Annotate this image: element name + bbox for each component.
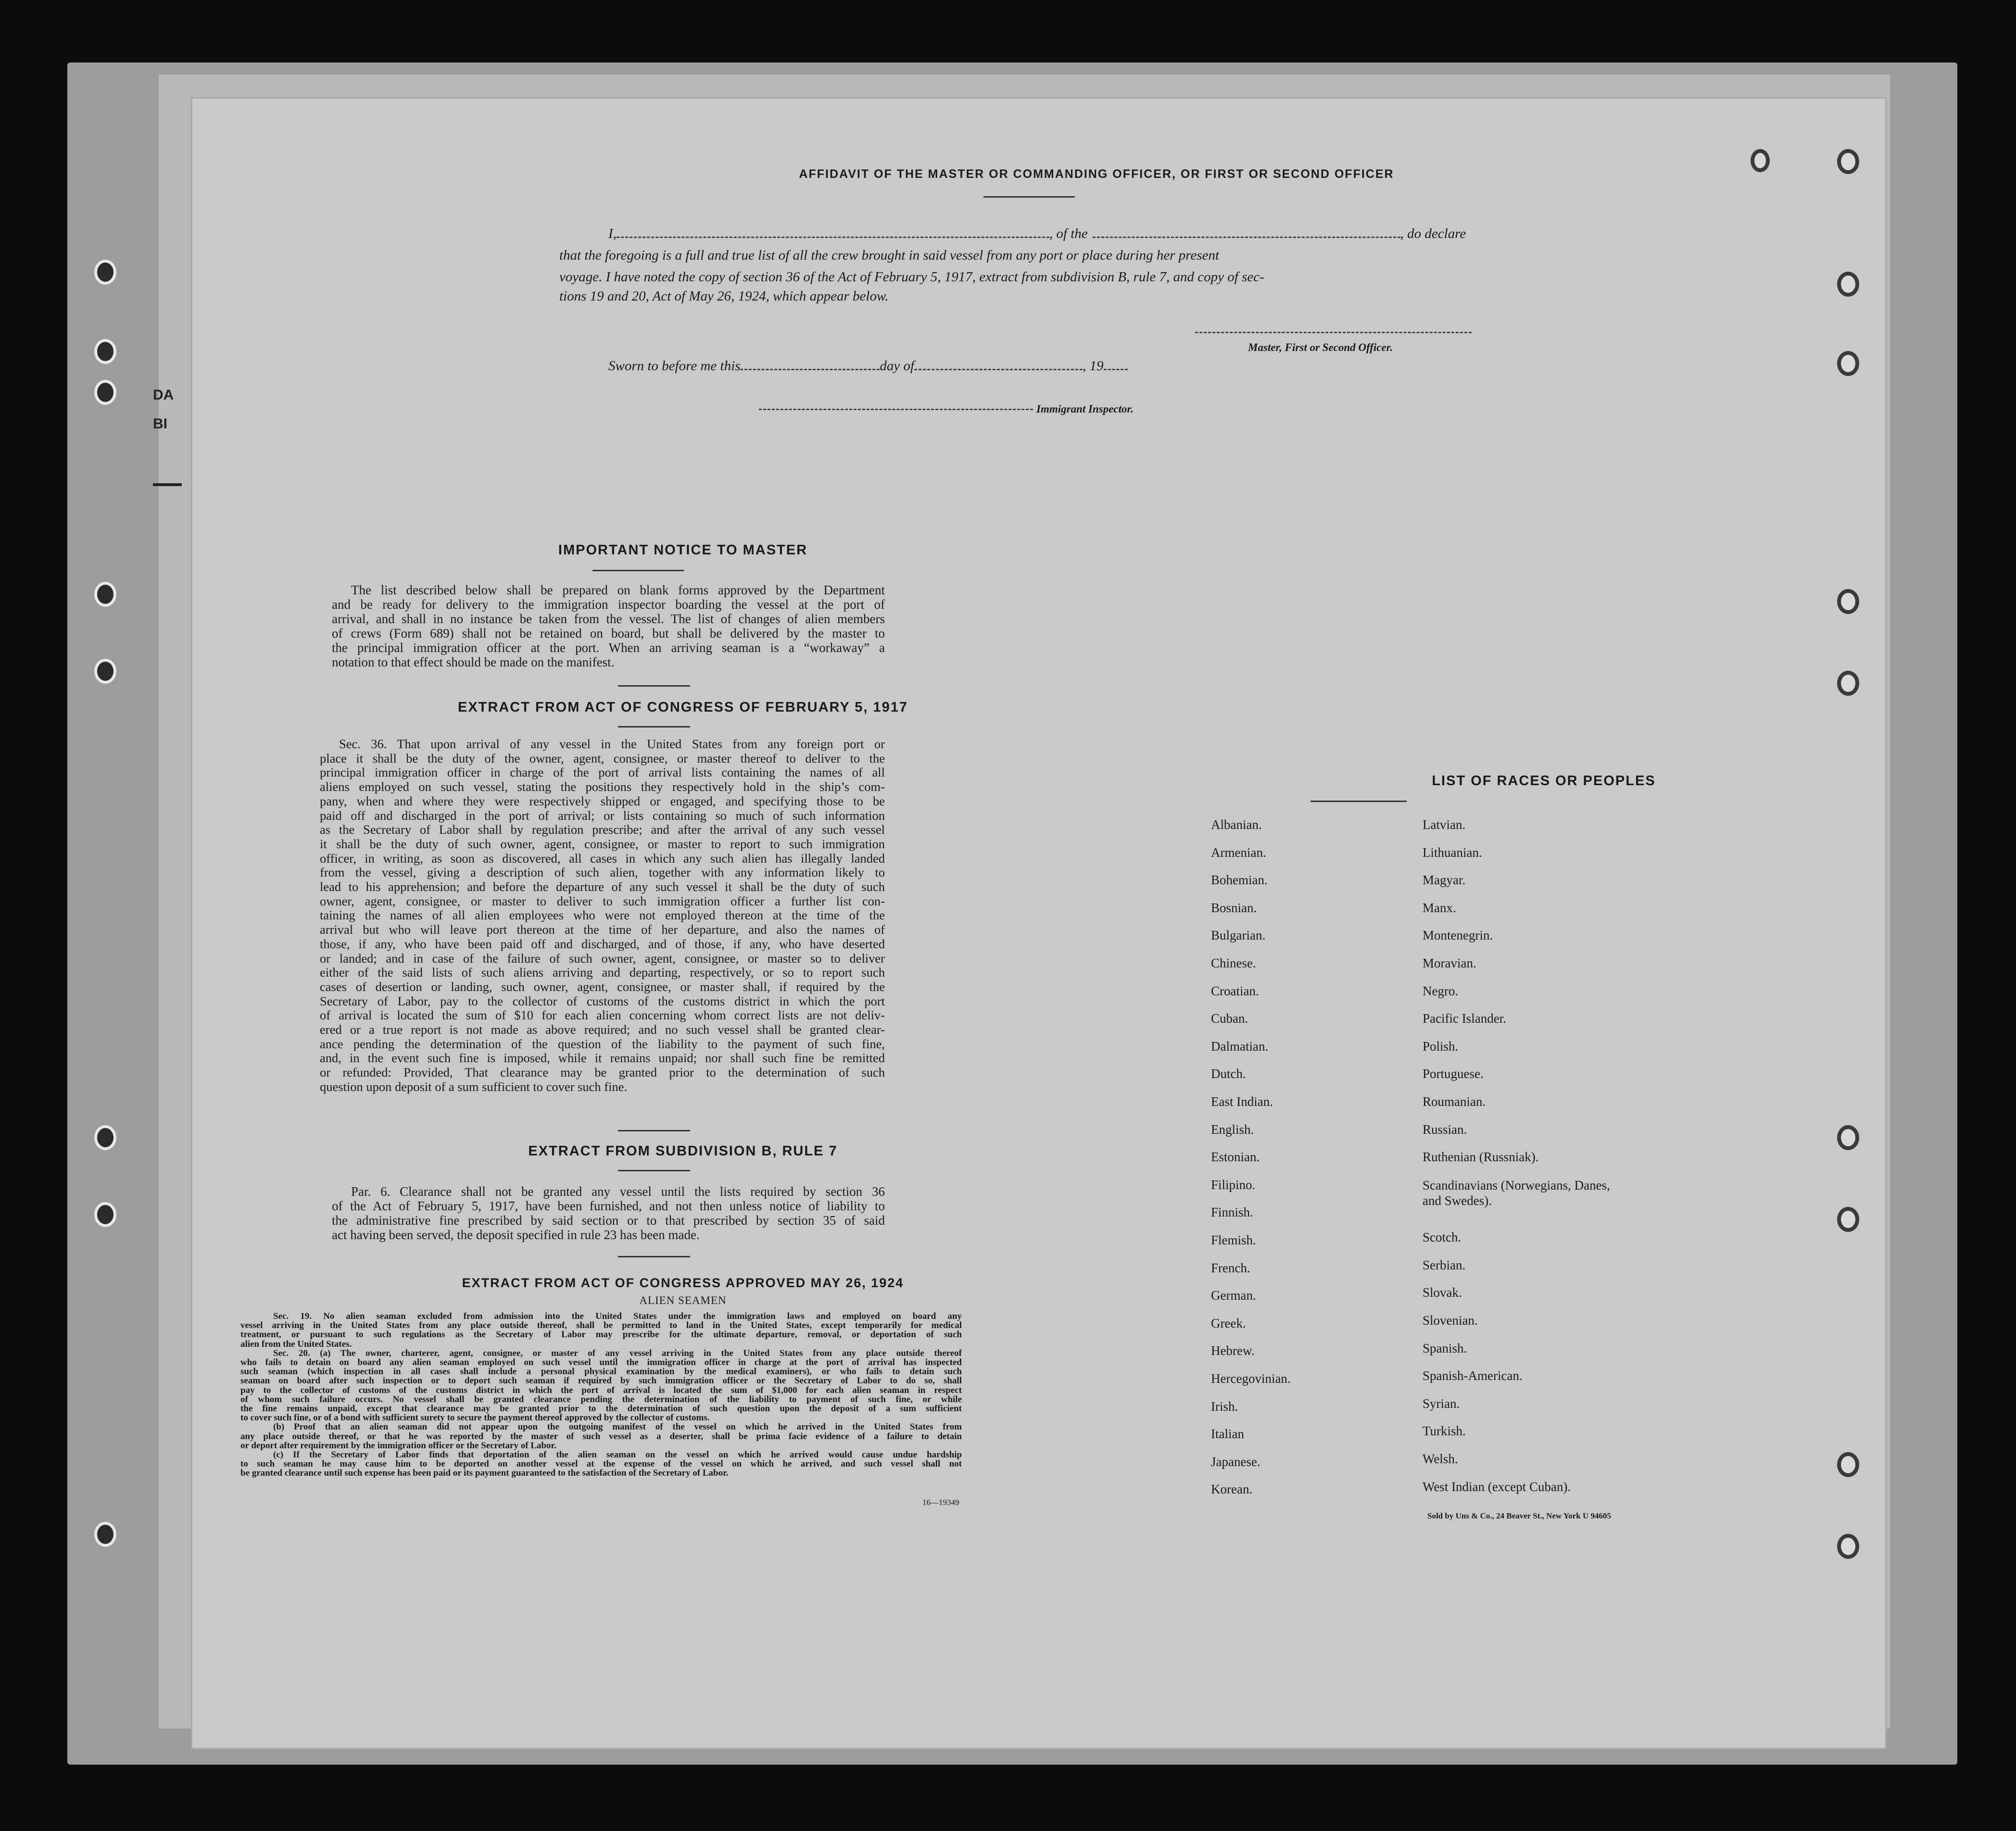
divider [618,726,690,727]
blank-year [1104,369,1128,370]
text-line: paid off and discharged in the port of arrival; or lists containing so much of such information [320,808,885,823]
race-item: Chinese. [1211,956,1256,970]
text-line: any place outside thereof, or that he was reported by the master of such vessel as a deserter, shall be prima facie evidence of a failure to detain [240,1431,962,1442]
year-text: , 19 [1083,358,1104,374]
race-item: Bulgarian. [1211,928,1266,943]
affidavit-line-2: that the foregoing is a full and true list of all the crew brought in said vessel from any port or place during her present [559,248,1220,263]
punch-hole [1837,351,1859,376]
text-line: question upon deposit of a sum sufficient to cover such fine. [320,1079,628,1094]
text-line: Sec. 36. That upon arrival of any vessel in the United States from any foreign port or [339,737,885,751]
race-item: Serbian. [1423,1257,1466,1272]
divider [618,1130,690,1131]
race-item: English. [1211,1122,1254,1137]
divider [618,1256,690,1257]
race-item: Cuban. [1211,1011,1248,1026]
subdiv-b-title: EXTRACT FROM SUBDIVISION B, RULE 7 [528,1143,838,1159]
text-line: such seaman (which inspection in all cases shall include a personal physical examination by the medical examiners), or who fails to detain such [240,1367,962,1377]
affidavit-title: AFFIDAVIT OF THE MASTER OR COMMANDING OFFICER, OR FIRST OR SECOND OFFICER [799,167,1394,181]
race-item: Ruthenian (Russniak). [1423,1150,1539,1165]
punch-hole [1837,1207,1859,1232]
race-item: German. [1211,1288,1256,1303]
race-item: Manx. [1423,900,1456,915]
text-line: place it shall be the duty of the owner, agent, consignee, or master thereof to deliver to the [320,751,885,765]
text-line: or landed; and in case of the failure of such owner, agent, consignee, or master so to deliver [320,951,885,966]
race-item: Turkish. [1423,1424,1466,1439]
text-line: arrival but who will leave port thereon at the time of her departure, and also the names of [320,922,885,937]
text-line: (c) If the Secretary of Labor finds that deportation of the alien seaman on the vessel on which he arrived would cause undue hardship [273,1450,962,1460]
race-item: East Indian. [1211,1094,1273,1109]
margin-label-2: BI [153,416,167,432]
text-line: Secretary of Labor, pay to the collector of customs of the customs district in which the port [320,993,885,1008]
text-line: vessel arriving in the United States from any place outside thereof, shall be permitted to land in the United States, except temporarily for medical [240,1320,962,1331]
text-line: pany, when and where they were respectively shipped or engaged, and specifying those to be [320,793,885,808]
text-line: who fails to detain on board any alien seaman employed on such vessel until the immigration officer in charge at the port of arrival has inspected [240,1357,962,1368]
race-item: Syrian. [1423,1396,1460,1411]
punch-hole [94,1202,116,1227]
text-line: the principal immigration officer at the port. When an arriving seaman is a “workaway” a [332,640,885,655]
race-item: Bosnian. [1211,900,1257,915]
affidavit-of-the: , of the [1049,226,1088,241]
race-item: Armenian. [1211,845,1266,860]
punch-hole [94,1125,116,1150]
text-line: aliens employed on such vessel, stating the positions they respectively hold in the ship’s com- [320,779,885,794]
race-item: Filipino. [1211,1177,1256,1192]
text-line: ered or a true report is not made as above required; and no such vessel shall be granted clear- [320,1022,885,1037]
punch-hole [1837,589,1859,614]
race-item: Portuguese. [1423,1066,1484,1081]
text-line: notation to that effect should be made on the manifest. [332,655,615,669]
text-line: treatment, or pursuant to such regulations as the Secretary of Labor may prescribe for the ultimate departure, removal, or deportation of such [240,1329,962,1340]
punch-hole [94,380,116,405]
text-line: the administrative fine prescribed by said section or to that prescribed by section 35 of said [332,1213,885,1228]
race-item: Pacific Islander. [1423,1011,1506,1026]
extract-1924-body [240,1312,962,1478]
divider [1310,801,1407,802]
race-item: Flemish. [1211,1233,1256,1247]
race-item: Roumanian. [1423,1094,1486,1109]
inspector-label: Immigrant Inspector. [1036,403,1134,415]
race-item: Hebrew. [1211,1343,1255,1358]
text-line: of whom such failure occurs. No vessel shall be granted clearance pending the determination of the liability to payment of such fine, or while [240,1394,962,1405]
text-line: seaman on board after such inspection or to deport such seaman if required by such immigration officer or the Secretary of Labor to do so, shall [240,1376,962,1386]
extract-1924-title: EXTRACT FROM ACT OF CONGRESS APPROVED MAY 26, 1924 [462,1276,904,1290]
race-item: Russian. [1423,1122,1467,1137]
race-item: Scotch. [1423,1230,1462,1245]
race-item: Albanian. [1211,817,1262,832]
race-item: Moravian. [1423,956,1476,970]
day-of-text: day of [880,358,915,374]
race-item: Italian [1211,1427,1244,1442]
text-line: Sec. 20. (a) The owner, charterer, agent, consignee, or master of any vessel arriving in the United States from any place outside thereof [273,1348,962,1358]
text-line: arrival, and shall in no instance be taken from the vessel. The list of changes of alien members [332,612,885,626]
punch-hole [1837,272,1859,297]
punch-hole [1751,149,1770,172]
race-item: Scandinavians (Norwegians, Danes, and Swedes). [1423,1178,1610,1208]
punch-hole [94,1522,116,1547]
form-number: 16—19349 [922,1498,959,1507]
race-item: Welsh. [1423,1452,1458,1467]
text-line: lead to his apprehension; and before the departure of any such vessel it shall be the duty of such [320,879,885,894]
extract-1924-subtitle: ALIEN SEAMEN [639,1294,727,1306]
divider [592,570,684,571]
race-item: French. [1211,1260,1250,1275]
master-signature-label: Master, First or Second Officer. [1248,341,1393,353]
race-item: Korean. [1211,1482,1253,1497]
affidavit-line-4: tions 19 and 20, Act of May 26, 1924, which appear below. [559,288,889,304]
divider [983,196,1075,198]
text-line: and be ready for delivery to the immigration inspector boarding the vessel at the port of [332,597,885,612]
race-item: Finnish. [1211,1205,1253,1220]
race-item: Slovenian. [1423,1313,1478,1328]
notice-title: IMPORTANT NOTICE TO MASTER [558,542,808,558]
race-item: Dalmatian. [1211,1039,1269,1053]
sworn-line [608,358,1128,374]
text-line: owner, agent, consignee, or master to deliver to such immigration officer a further list con- [320,893,885,908]
race-item: Dutch. [1211,1066,1246,1081]
text-line: cases of desertion or landing, such owner, agent, consignee, or master shall, if required by the [320,979,885,994]
text-line: alien from the United States. [240,1339,352,1349]
text-line: ance pending the determination of the question of the liability to the payment of such fine, [320,1036,885,1051]
race-item: Spanish-American. [1423,1368,1523,1383]
race-item: Polish. [1423,1039,1459,1053]
affidavit-line-3: voyage. I have noted the copy of section 36 of the Act of February 5, 1917, extract from subdivision B, rule 7, and copy of sec- [559,269,1264,285]
race-item: Lithuanian. [1423,845,1482,860]
notice-body [332,583,885,669]
race-item: Negro. [1423,983,1459,998]
race-item: West Indian (except Cuban). [1423,1479,1571,1494]
text-line: to such seaman he may cause him to be deported on another vessel at the expense of the vessel on which he arrived, and such vessel shall not [240,1459,962,1469]
punch-hole [94,339,116,364]
subdiv-b-body [332,1184,885,1242]
punch-hole [1837,149,1859,174]
race-item: Croatian. [1211,983,1259,998]
races-title: LIST OF RACES OR PEOPLES [1432,773,1656,789]
blank-month [914,369,1083,370]
divider [618,685,690,687]
text-line: those, if any, who have been paid off and discharged, and of those, if any, who have deserted [320,936,885,951]
text-line: as the Secretary of Labor shall by regulation prescribe; and after the arrival of any such vessel [320,822,885,837]
text-line: or deport after requirement by the immigration officer or the Secretary of Labor. [240,1440,556,1451]
punch-hole [94,582,116,607]
text-line: of the Act of February 5, 1917, have been furnished, and not then unless notice of liability to [332,1199,885,1213]
punch-hole [1837,1534,1859,1559]
text-line: officer, in writing, as soon as discovered, all cases in which any such alien has illegally landed [320,851,885,865]
race-item: Estonian. [1211,1150,1260,1165]
text-line: or refunded: Provided, That clearance may be granted prior to the determination of such [320,1065,885,1080]
punch-hole [94,260,116,285]
blank-day [740,369,880,370]
text-line: from the vessel, giving a description of such alien, together with any information likely to [320,865,885,880]
race-item: Japanese. [1211,1454,1260,1469]
text-line: act having been served, the deposit specified in rule 23 has been made. [332,1228,700,1242]
affidavit-declare: , do declare [1400,226,1466,241]
race-item: Bohemian. [1211,873,1268,888]
text-line: The list described below shall be prepared on blank forms approved by the Department [351,583,885,597]
text-line: taining the names of all alien employees who were not employed thereon at the time of the [320,908,885,923]
margin-label-1: DA [153,387,174,403]
text-line: it shall be the duty of such owner, agent, consignee, or master to report to such immigration [320,836,885,851]
text-line: Par. 6. Clearance shall not be granted any vessel until the lists required by section 36 [351,1184,885,1199]
extract-1917-title: EXTRACT FROM ACT OF CONGRESS OF FEBRUARY 5, 1917 [457,700,908,715]
race-item: Hercegovinian. [1211,1371,1291,1386]
race-item: Latvian. [1423,817,1466,832]
inspector-signature-line [759,409,1033,410]
text-line: to cover such fine, or of a bond with sufficient surety to secure the payment thereof approved by the collector of customs. [240,1413,710,1423]
sworn-text: Sworn to before me this [608,358,741,374]
text-line: the fine remains unpaid, except that clearance may be granted prior to the determination of such question upon the deposit of a sum sufficient [240,1404,962,1414]
text-line: either of the said lists of such aliens arriving and departing, respectively, or so to report such [320,965,885,980]
race-item: Irish. [1211,1399,1238,1414]
race-item: Montenegrin. [1423,928,1493,943]
text-line: of crews (Form 689) shall not be retained on board, but shall be delivered by the master to [332,626,885,640]
text-line: Sec. 19. No alien seaman excluded from admission into the United States under the immigration laws and employed on board any [273,1311,962,1321]
race-item: Greek. [1211,1316,1246,1330]
blank-vessel [1093,237,1400,238]
affidavit-i: I, [608,226,617,241]
punch-hole [94,659,116,684]
affidavit-line-1 [608,226,1466,242]
punch-hole [1837,1125,1859,1150]
text-line: of arrival is located the sum of $10 for each alien concerning whom correct lists are not deliv- [320,1008,885,1023]
text-line: (b) Proof that an alien seaman did not appear upon the outgoing manifest of the vessel on which he arrived in the United States from [273,1422,962,1432]
text-line: principal immigration officer in charge of the port of arrival lists containing the names of all [320,765,885,780]
punch-hole [1837,671,1859,696]
blank-name [617,237,1049,238]
printer-credit: Sold by Uns & Co., 24 Beaver St., New York U 94605 [1427,1511,1612,1520]
text-line: pay to the collector of customs of the customs district in which the port of arrival is located the sum of $1,000 for each alien seaman in respect [240,1385,962,1395]
race-item: Magyar. [1423,873,1466,888]
margin-rule [153,483,182,486]
text-line: and, in the event such fine is imposed, while it remains unpaid; nor shall such fine be remitted [320,1051,885,1066]
extract-1917-body [320,737,885,1094]
race-item: Spanish. [1423,1341,1467,1355]
divider [618,1170,690,1171]
race-item: Slovak. [1423,1285,1462,1300]
text-line: be granted clearance until such expense has been paid or its payment guaranteed to the satisfaction of the Secretary of Labor. [240,1468,729,1479]
punch-hole [1837,1452,1859,1477]
master-signature-line [1195,332,1472,333]
